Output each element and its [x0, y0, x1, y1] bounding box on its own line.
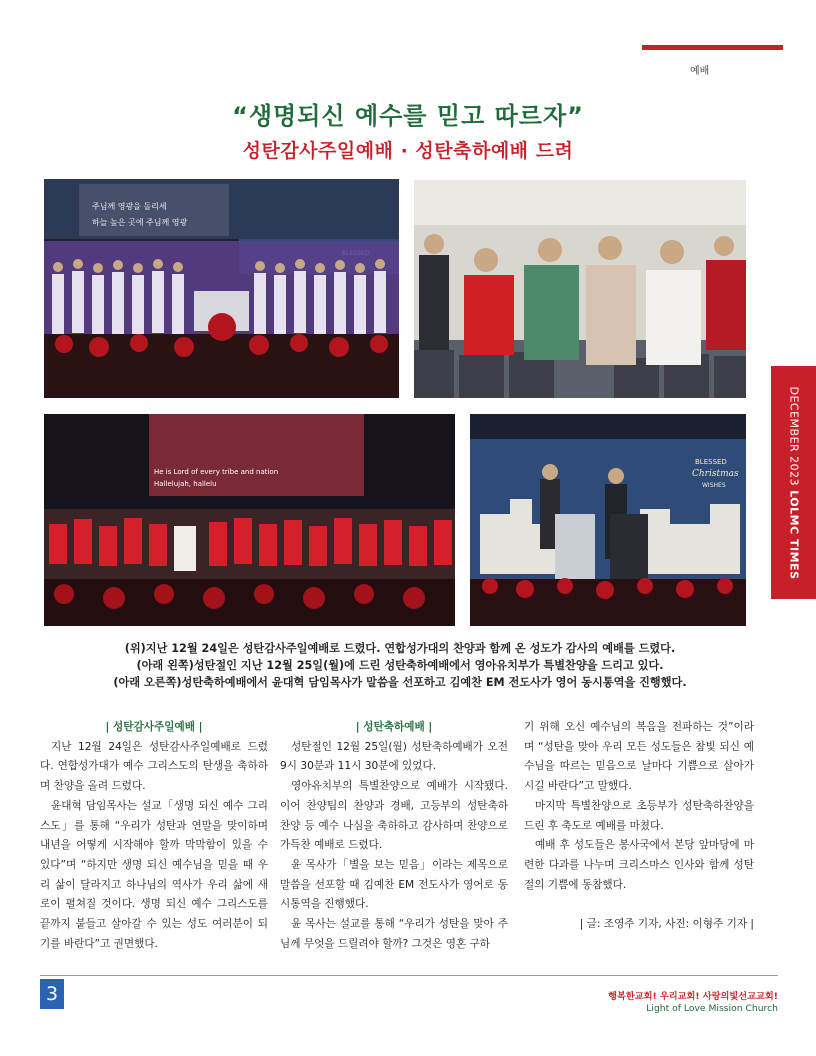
stage-banner-line-3: WISHES — [702, 482, 726, 489]
church-slogan: 행복한교회! 우리교회! 사랑의빛선교교회! — [608, 991, 778, 1002]
caption-line-top: (위)지난 12월 24일은 성탄감사주일예배로 드렸다. 연합성가대의 찬양과 함께 온 성도가 감사의 예배를 드렸다. — [124, 642, 676, 655]
article-headline: “생명되신 예수를 믿고 따르자” — [232, 102, 584, 130]
column-1-paragraph-1: 지난 12월 24일은 성탄감사주일예배로 드렸다. 연합성가대가 예수 그리스도의 탄생을 축하하며 찬양을 올려 드렸다. — [40, 740, 268, 793]
column-3-paragraph-2: 마지막 특별찬양으로 초등부가 성탄축하찬양을 드린 후 축도로 예배를 마쳤다. — [524, 799, 754, 832]
caption-line-bottom-right: (아래 오른쪽)성탄축하예배에서 윤대혁 담임목사가 말씀을 선포하고 김예찬 EM 전도사가 영어 동시통역을 진행했다. — [113, 676, 687, 689]
issue-date: DECEMBER 2023 — [787, 386, 800, 486]
caption-line-bottom-left: (아래 왼쪽)성탄절인 지난 12월 25일(월)에 드린 성탄축하예배에서 영아유치부가 특별찬양을 드리고 있다. — [136, 659, 664, 672]
byline-credit: | 글: 조영주 기자, 사진: 이형주 기자 | — [579, 918, 754, 931]
article-subhead: 성탄감사주일예배 · 성탄축하예배 드려 — [242, 140, 574, 162]
column-2-paragraph-2: 영아유치부의 특별찬양으로 예배가 시작됐다. 이어 찬양팀의 찬양과 경배, 고등부의 성탄축하 찬양 등 예수 나심을 축하하고 감사하며 찬양으로 가득찬 예배로 드렸다. — [280, 780, 508, 852]
publication-name: LOLMC TIMES — [787, 489, 800, 579]
photo-congregation — [414, 180, 746, 398]
column-2-paragraph-1: 성탄절인 12월 25일(월) 성탄축하예배가 오전 9시 30분과 11시 30분에 있었다. — [280, 740, 508, 773]
stage-banner-line-2: Christmas — [692, 469, 739, 479]
column-2-heading: | 성탄축하예배 | — [355, 721, 433, 733]
screen-lyric-1: 주님께 영광을 돌리세 — [92, 202, 167, 211]
column-1-heading: | 성탄감사주일예배 | — [105, 721, 203, 733]
header-rule — [642, 45, 783, 50]
page-number: 3 — [40, 979, 64, 1009]
column-2 — [280, 718, 508, 954]
photo-children-choir — [44, 414, 455, 626]
issue-side-tab — [771, 366, 816, 599]
church-name: Light of Love Mission Church — [646, 1003, 778, 1014]
column-3-paragraph-1: 기 위해 오신 예수님의 복음을 전파하는 것”이라며 “성탄을 맞아 우리 모든 성도들은 참빛 되신 예수님을 따르는 믿음으로 날마다 기쁨으로 살아가시길 바란다”고 말했다. — [524, 721, 754, 793]
column-3 — [524, 718, 754, 935]
kids-screen-lyric-2: Hallelujah, hallelu — [154, 480, 217, 488]
column-1-paragraph-2: 윤대혁 담임목사는 설교「생명 되신 예수 그리스도」를 통해 “우리가 성탄과 연말을 맞이하며 내년을 어떻게 시작해야 할까 막막함이 있을 수 있다”며 “하지만 생명 되신 예수님을 믿을 때 우리 삶이 달라지고 하나님의 역사가 우리 삶에 새로이 펼쳐질 것이다. 생명 되신 예수 그리스도를 끝까지 붙들고 살아갈 수 있는 성도 여러분이 되기를 바란다”고 권면했다. — [40, 799, 268, 950]
stage-banner-line-1: BLESSED — [695, 458, 727, 466]
kids-screen-lyric-1: He is Lord of every tribe and nation — [154, 468, 279, 476]
photo-caption — [40, 640, 760, 691]
photo-pastor-stage — [470, 414, 746, 626]
screen-lyric-2: 하늘 높은 곳에 주님께 영광 — [92, 218, 188, 227]
column-2-paragraph-4: 윤 목사는 설교를 통해 “우리가 성탄을 맞아 주님께 무엇을 드릴려야 할까? 그것은 영혼 구하 — [280, 918, 508, 950]
column-3-paragraph-3: 예배 후 성도들은 봉사국에서 본당 앞마당에 마련한 다과를 나누며 크리스마스 인사와 함께 성탄절의 기쁨에 동참했다. — [524, 839, 754, 891]
column-2-paragraph-3: 윤 목사가「별을 보는 믿음」이라는 제목으로 말씀을 선포할 때 김예찬 EM 전도사가 영어로 동시통역을 진행했다. — [280, 858, 508, 911]
footer-rule — [40, 975, 778, 976]
column-1 — [40, 718, 268, 954]
photo-choir — [44, 179, 399, 398]
section-label: 예배 — [690, 66, 710, 77]
